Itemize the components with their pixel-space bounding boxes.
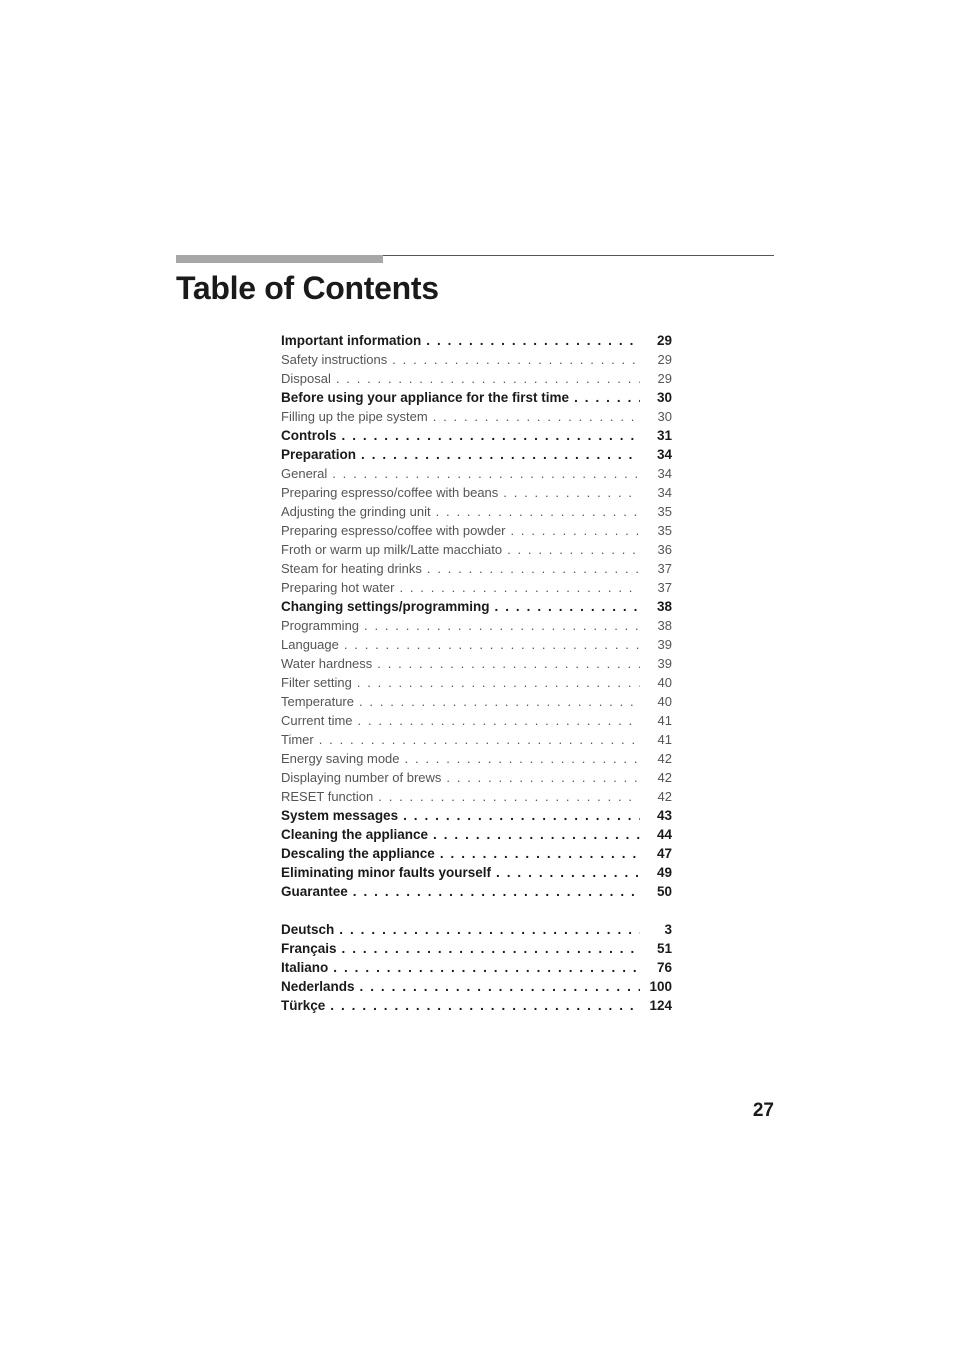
dot-leader	[377, 654, 640, 673]
toc-entry-29[interactable]	[281, 882, 672, 901]
toc-entry-5[interactable]	[281, 426, 672, 445]
dot-leader	[333, 958, 640, 977]
toc-entry-page: 39	[657, 656, 672, 671]
toc-entry-28[interactable]	[281, 863, 672, 882]
dot-leader	[360, 977, 640, 996]
toc-entry-page: 42	[657, 770, 672, 785]
toc-entry-label: Deutsch	[281, 922, 335, 937]
dot-leader	[399, 578, 640, 597]
toc-entry-page: 35	[657, 523, 672, 538]
dot-leader	[330, 996, 640, 1015]
dot-leader	[511, 521, 641, 540]
toc-entry-8[interactable]	[281, 483, 672, 502]
toc-entry-21[interactable]	[281, 730, 672, 749]
toc-entry-label: Timer	[281, 732, 314, 747]
toc-entry-page: 43	[656, 808, 672, 823]
toc-entry-page: 34	[656, 447, 672, 462]
toc-entry-page: 49	[656, 865, 672, 880]
toc-entry-6[interactable]	[281, 445, 672, 464]
toc-entry-label: Froth or warm up milk/Latte macchiato	[281, 542, 503, 557]
toc-entry-page: 39	[657, 637, 672, 652]
toc-entry-0[interactable]	[281, 331, 672, 350]
toc-entry-page: 42	[657, 789, 672, 804]
toc-entry-page: 38	[656, 599, 672, 614]
toc-entry-label: Preparing hot water	[281, 580, 395, 595]
toc-entry-2[interactable]	[281, 369, 672, 388]
toc-entry-page: 29	[657, 371, 672, 386]
dot-leader	[358, 711, 640, 730]
toc-entry-24[interactable]	[281, 787, 672, 806]
toc-entry-label: Changing settings/programming	[281, 599, 490, 614]
dot-leader	[507, 540, 640, 559]
toc-entry-12[interactable]	[281, 559, 672, 578]
toc-entry-page: 50	[656, 884, 672, 899]
page-title: Table of Contents	[176, 270, 439, 306]
dot-leader	[433, 825, 640, 844]
dot-leader	[344, 635, 640, 654]
dot-leader	[364, 616, 640, 635]
toc-entry-page: 42	[657, 751, 672, 766]
toc-entry-page: 76	[656, 960, 672, 975]
toc-entry-label: Energy saving mode	[281, 751, 400, 766]
dot-leader	[339, 920, 640, 939]
dot-leader	[392, 350, 640, 369]
toc-entry-3[interactable]	[281, 388, 672, 407]
toc-entry-page: 100	[649, 979, 672, 994]
toc-entry-label: Safety instructions	[281, 352, 388, 367]
toc-entry-13[interactable]	[281, 578, 672, 597]
toc-entry-page: 30	[657, 409, 672, 424]
dot-leader	[332, 464, 640, 483]
toc-entry-label: Italiano	[281, 960, 329, 975]
dot-leader	[403, 806, 640, 825]
dot-leader	[426, 331, 640, 350]
section-spacer	[281, 901, 672, 920]
toc-entry-label: Cleaning the appliance	[281, 827, 429, 842]
toc-entry-label: Adjusting the grinding unit	[281, 504, 431, 519]
toc-entry-page: 30	[656, 390, 672, 405]
toc-entry-page: 35	[657, 504, 672, 519]
toc-entry-17[interactable]	[281, 654, 672, 673]
toc-entry-label: Language	[281, 637, 339, 652]
toc-entry-page: 31	[656, 428, 672, 443]
toc-entry-page: 29	[656, 333, 672, 348]
toc-entry-page: 34	[657, 485, 672, 500]
toc-entry-label: Français	[281, 941, 337, 956]
toc-entry-22[interactable]	[281, 749, 672, 768]
toc-entry-page: 38	[657, 618, 672, 633]
dot-leader	[336, 369, 640, 388]
toc-entry-10[interactable]	[281, 521, 672, 540]
table-of-contents	[281, 331, 672, 1015]
dot-leader	[378, 787, 640, 806]
toc-entry-language-4[interactable]	[281, 996, 672, 1015]
dot-leader	[574, 388, 640, 407]
toc-entry-language-1[interactable]	[281, 939, 672, 958]
toc-entry-label: Preparing espresso/coffee with beans	[281, 485, 499, 500]
toc-entry-7[interactable]	[281, 464, 672, 483]
toc-entry-label: General	[281, 466, 328, 481]
toc-entry-label: Guarantee	[281, 884, 348, 899]
toc-entry-language-0[interactable]	[281, 920, 672, 939]
toc-entry-23[interactable]	[281, 768, 672, 787]
page-number: 27	[752, 1100, 774, 1121]
dot-leader	[427, 559, 640, 578]
toc-entry-page: 41	[657, 732, 672, 747]
toc-entry-page: 40	[657, 675, 672, 690]
toc-entry-page: 37	[657, 561, 672, 576]
dot-leader	[405, 749, 640, 768]
toc-entry-26[interactable]	[281, 825, 672, 844]
header-accent-bar	[176, 255, 383, 263]
toc-entry-label: Türkçe	[281, 998, 326, 1013]
toc-entry-label: Programming	[281, 618, 360, 633]
toc-entry-4[interactable]	[281, 407, 672, 426]
toc-entry-page: 3	[664, 922, 672, 937]
dot-leader	[342, 939, 640, 958]
toc-entry-27[interactable]	[281, 844, 672, 863]
toc-entry-language-2[interactable]	[281, 958, 672, 977]
toc-entry-18[interactable]	[281, 673, 672, 692]
toc-entry-page: 124	[649, 998, 672, 1013]
toc-entry-label: Steam for heating drinks	[281, 561, 422, 576]
toc-entry-page: 37	[657, 580, 672, 595]
toc-entry-label: Temperature	[281, 694, 354, 709]
dot-leader	[357, 673, 640, 692]
toc-entry-label: Filter setting	[281, 675, 352, 690]
dot-leader	[495, 597, 640, 616]
dot-leader	[436, 502, 640, 521]
toc-entry-label: Descaling the appliance	[281, 846, 435, 861]
toc-entry-25[interactable]	[281, 806, 672, 825]
toc-entry-label: Displaying number of brews	[281, 770, 442, 785]
toc-entry-language-3[interactable]	[281, 977, 672, 996]
toc-entry-label: Nederlands	[281, 979, 355, 994]
toc-entry-16[interactable]	[281, 635, 672, 654]
toc-entry-label: System messages	[281, 808, 399, 823]
toc-entry-page: 44	[656, 827, 672, 842]
toc-entry-14[interactable]	[281, 597, 672, 616]
toc-entry-label: RESET function	[281, 789, 374, 804]
toc-entry-11[interactable]	[281, 540, 672, 559]
toc-entry-label: Preparation	[281, 447, 357, 462]
toc-entry-label: Current time	[281, 713, 353, 728]
dot-leader	[433, 407, 640, 426]
dot-leader	[342, 426, 641, 445]
toc-entry-page: 34	[657, 466, 672, 481]
toc-entry-label: Important information	[281, 333, 422, 348]
dot-leader	[359, 692, 640, 711]
toc-entry-page: 47	[656, 846, 672, 861]
dot-leader	[361, 445, 640, 464]
toc-entry-label: Controls	[281, 428, 337, 443]
dot-leader	[496, 863, 640, 882]
dot-leader	[319, 730, 640, 749]
toc-entry-label: Disposal	[281, 371, 331, 386]
toc-entry-15[interactable]	[281, 616, 672, 635]
toc-entry-label: Preparing espresso/coffee with powder	[281, 523, 506, 538]
dot-leader	[440, 844, 640, 863]
toc-entry-label: Before using your appliance for the first time	[281, 390, 570, 405]
dot-leader	[503, 483, 640, 502]
toc-entry-page: 36	[657, 542, 672, 557]
toc-entry-label: Filling up the pipe system	[281, 409, 428, 424]
toc-entry-label: Water hardness	[281, 656, 373, 671]
toc-entry-page: 51	[656, 941, 672, 956]
toc-entry-page: 41	[657, 713, 672, 728]
toc-entry-page: 29	[657, 352, 672, 367]
dot-leader	[353, 882, 640, 901]
toc-entry-20[interactable]	[281, 711, 672, 730]
toc-entry-19[interactable]	[281, 692, 672, 711]
toc-entry-1[interactable]	[281, 350, 672, 369]
toc-entry-9[interactable]	[281, 502, 672, 521]
toc-entry-page: 40	[657, 694, 672, 709]
dot-leader	[446, 768, 640, 787]
toc-entry-label: Eliminating minor faults yourself	[281, 865, 492, 880]
